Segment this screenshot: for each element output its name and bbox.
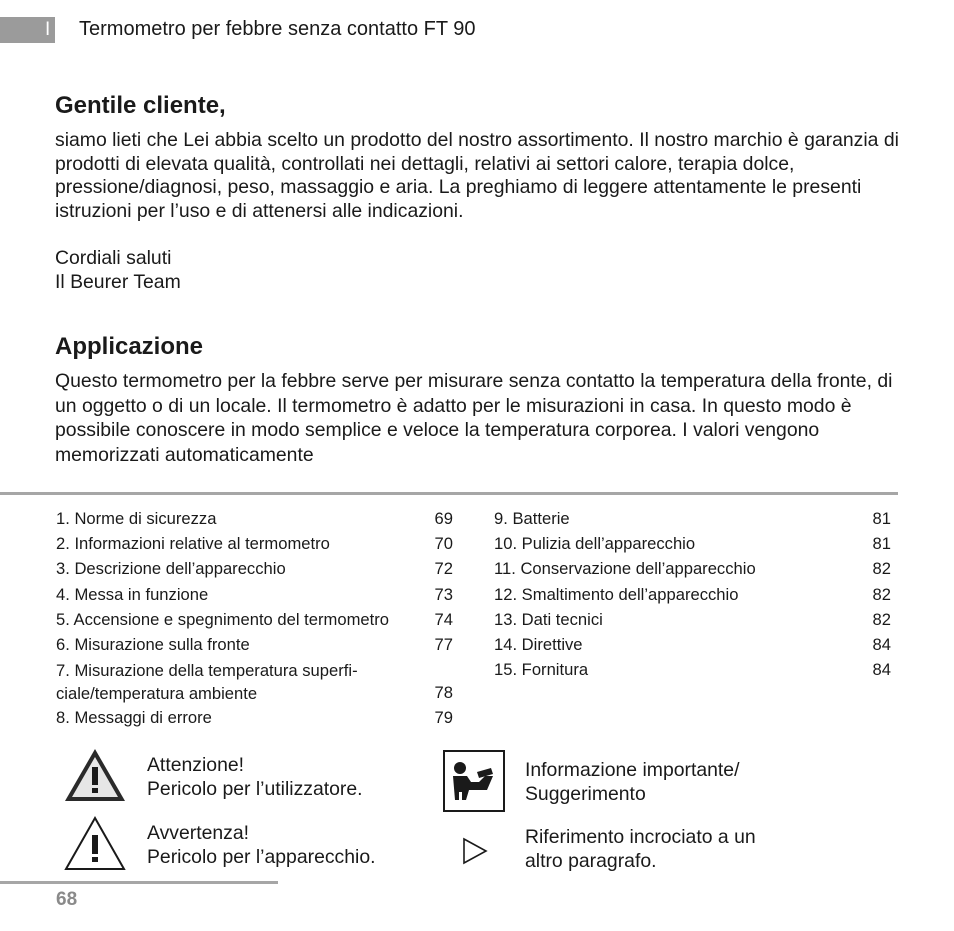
outline-warning-triangle-icon — [63, 815, 127, 871]
toc-entry-page: 74 — [434, 609, 453, 629]
toc-entry-page: 70 — [434, 534, 453, 554]
toc-entry-title: 12. Smaltimento dell’apparecchio — [494, 584, 739, 604]
toc-entry-page: 84 — [872, 660, 891, 680]
toc-entry-title: 13. Dati tecnici — [494, 609, 603, 629]
warning-legend-line2: Pericolo per l’utilizzatore. — [147, 778, 363, 800]
toc-entry-page: 79 — [434, 708, 453, 728]
closing-line-1: Cordiali saluti — [55, 247, 172, 269]
info-legend-line1: Informazione importante/ — [525, 759, 740, 781]
toc-entry-title: 7. Misurazione della temperatura superfi- ciale/temperatura ambiente — [56, 661, 358, 704]
caution-legend-line1: Avvertenza! — [147, 822, 250, 844]
closing-line-2: Il Beurer Team — [55, 271, 181, 293]
toc-entry-title: 10. Pulizia dell’apparecchio — [494, 534, 696, 554]
toc-entry — [494, 584, 891, 609]
toc-divider — [0, 492, 898, 495]
reference-legend — [525, 825, 756, 873]
language-tab — [0, 17, 55, 43]
toc-entry-title: 6. Misurazione sulla fronte — [56, 634, 250, 654]
toc-entry — [494, 609, 891, 634]
toc-entry-page: 72 — [434, 559, 453, 579]
toc-entry — [56, 584, 453, 609]
play-triangle-icon — [462, 837, 488, 865]
toc-entry-title: 14. Direttive — [494, 634, 583, 654]
toc-entry-page: 84 — [872, 634, 891, 654]
reading-person-info-icon — [443, 750, 505, 812]
toc-entry — [494, 508, 891, 533]
toc-entry-page: 78 — [434, 683, 453, 703]
caution-legend-line2: Pericolo per l’apparecchio. — [147, 846, 376, 868]
toc-entry — [56, 634, 453, 659]
toc-entry-page: 73 — [434, 584, 453, 604]
toc-entry-title: 2. Informazioni relative al termometro — [56, 534, 330, 554]
document-header-title: Termometro per febbre senza contatto FT 90 — [79, 18, 476, 40]
toc-entry-page: 82 — [872, 609, 891, 629]
toc-entry — [56, 558, 453, 583]
page-number: 68 — [56, 889, 78, 910]
toc-entry — [494, 533, 891, 558]
toc-entry — [56, 707, 453, 732]
toc-entry — [56, 609, 453, 634]
filled-warning-triangle-icon — [63, 747, 127, 803]
toc-entry-page: 77 — [434, 634, 453, 654]
toc-entry-page: 81 — [872, 534, 891, 554]
application-heading: Applicazione — [55, 333, 204, 360]
reference-legend-line1: Riferimento incrociato a un — [525, 826, 756, 848]
toc-entry-page: 69 — [434, 509, 453, 528]
toc-entry-title: 11. Conservazione dell’apparecchio — [494, 559, 756, 579]
toc-entry — [494, 558, 891, 583]
greeting-heading: Gentile cliente, — [55, 92, 226, 119]
language-tab-label: I — [45, 19, 51, 40]
toc-right-column — [494, 508, 891, 684]
toc-entry — [56, 533, 453, 558]
greeting-body: siamo lieti che Lei abbia scelto un prodotto del nostro assortimento. Il nostro marchio è garanzia di prodotti di elevata qualità, controllati nei dettagli, relativi ai settori calore, terapia dolce, pressione/diagnosi, peso, massaggio e aria. La preghiamo di leggere attentamente le presenti istruzioni per l’uso e di attenersi alle indicazioni. — [55, 129, 899, 222]
footer-divider — [0, 881, 278, 884]
toc-entry — [494, 634, 891, 659]
toc-entry — [494, 659, 891, 684]
reference-legend-line2: altro paragrafo. — [525, 850, 657, 872]
toc-entry — [56, 508, 453, 533]
caution-legend — [147, 821, 376, 869]
info-legend — [525, 758, 739, 806]
toc-entry-page: 82 — [872, 559, 891, 579]
toc-entry-title: 15. Fornitura — [494, 660, 589, 680]
toc-entry-page: 82 — [872, 584, 891, 604]
info-legend-line2: Suggerimento — [525, 783, 646, 805]
toc-entry-title: 1. Norme di sicurezza — [56, 509, 217, 528]
application-body: Questo termometro per la febbre serve per misurare senza contatto la temperatura della fronte, di un oggetto o di un locale. Il termometro è adatto per le misurazioni in casa. In questo modo è possibile conoscere in modo semplice e veloce la temperatura corporea. I valori vengono memorizzati automaticamente — [55, 370, 893, 466]
toc-entry — [56, 659, 453, 707]
toc-entry-title: 9. Batterie — [494, 509, 570, 528]
toc-entry-title: 5. Accensione e spegnimento del termometro — [56, 609, 389, 629]
toc-entry-title: 3. Descrizione dell’apparecchio — [56, 559, 286, 579]
toc-entry-page: 81 — [872, 509, 891, 528]
toc-entry-title: 8. Messaggi di errore — [56, 708, 212, 728]
toc-left-column — [56, 508, 453, 732]
warning-legend-line1: Attenzione! — [147, 754, 245, 776]
toc-entry-title: 4. Messa in funzione — [56, 584, 209, 604]
warning-legend — [147, 753, 363, 801]
